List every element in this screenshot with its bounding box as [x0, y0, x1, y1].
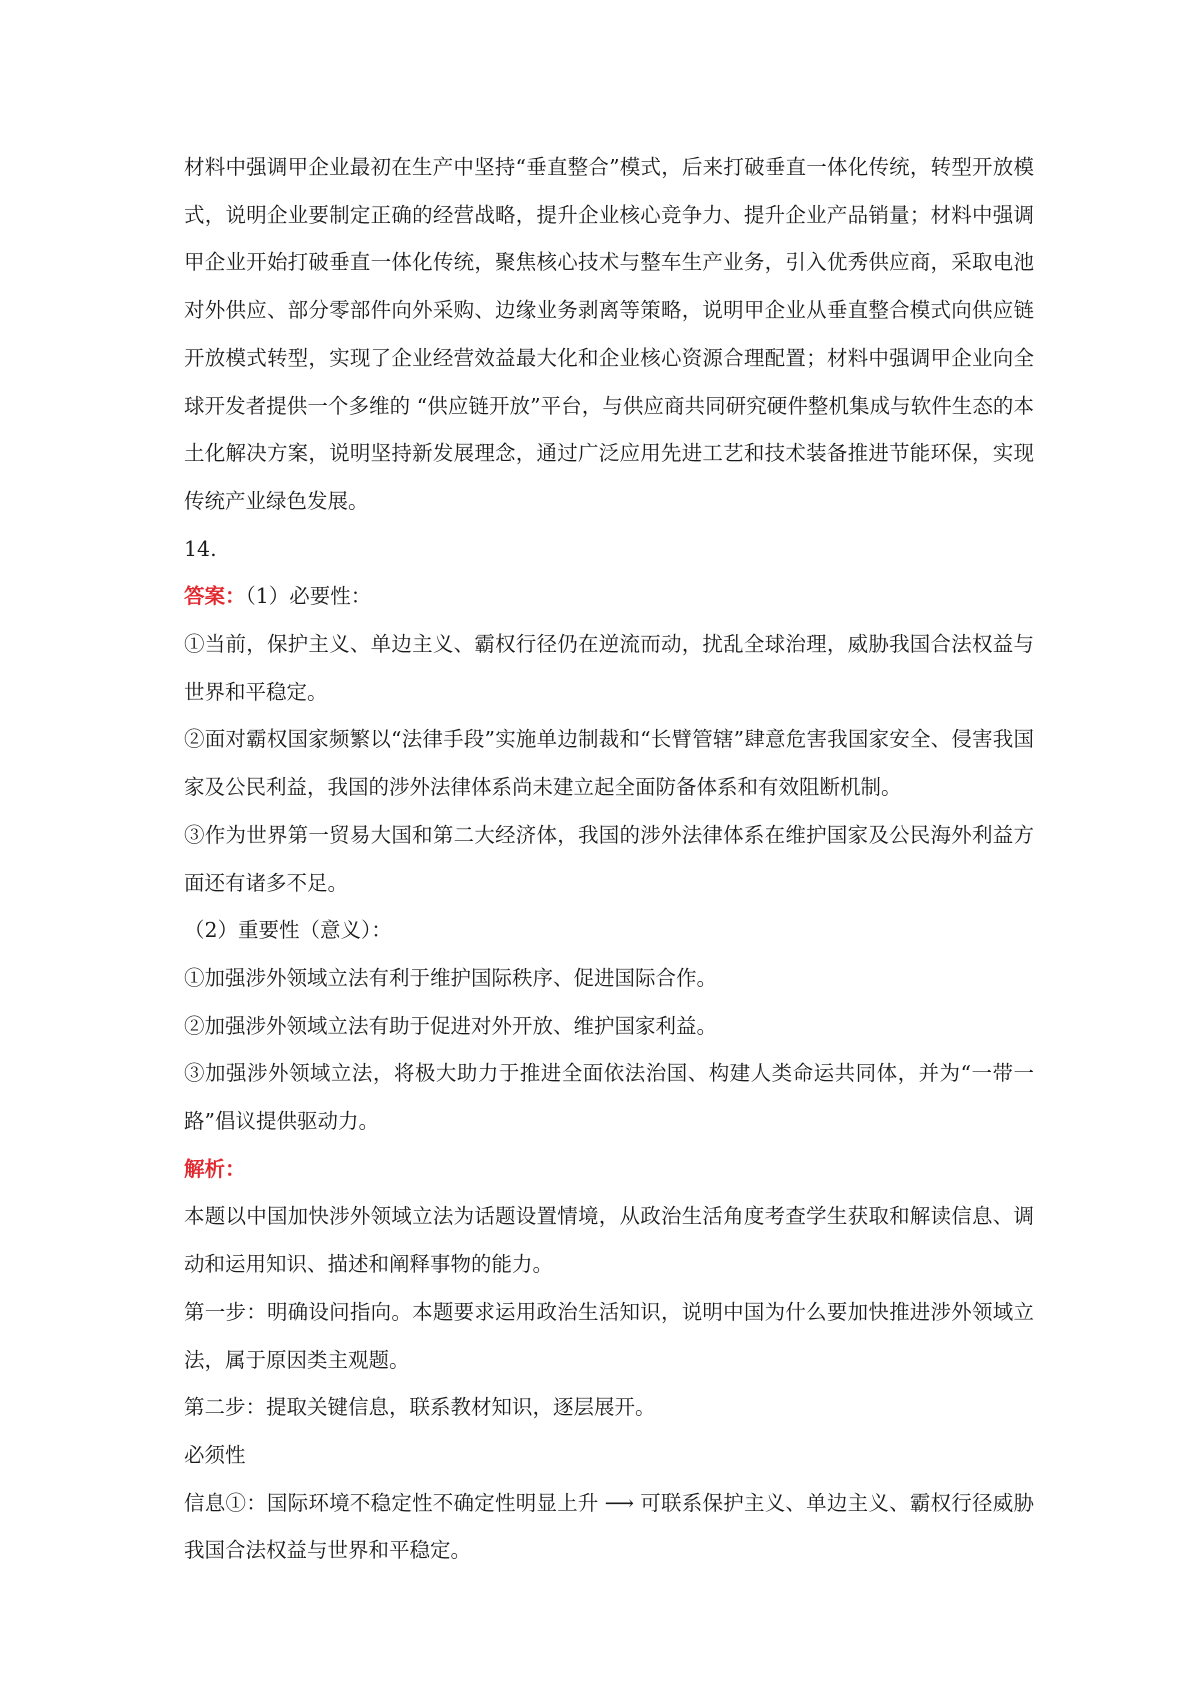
answer-heading — [184, 573, 1034, 621]
analysis-heading — [184, 1146, 1034, 1194]
question-number: 14. — [184, 536, 217, 561]
material-analysis-paragraph: 材料中强调甲企业最初在生产中坚持“垂直整合”模式，后来打破垂直一体化传统，转型开放模式，说明企业要制定正确的经营战略，提升企业核心竞争力、提升企业产品销量；材料中强调甲企业开始打破垂直一体化传统，聚焦核心技术与整车生产业务，引入优秀供应商，采取电池对外供应、部分零部件向外采购、边缘业务剥离等策略，说明甲企业从垂直整合模式向供应链开放模式转型，实现了企业经营效益最大化和企业核心资源合理配置；材料中强调甲企业向全球开发者提供一个多维的 “供应链开放”平台，与供应商共同研究硬件整机集成与软件生态的本土化解决方案，说明坚持新发展理念，通过广泛应用先进工艺和技术装备推进节能环保，实现传统产业绿色发展。 — [184, 155, 1034, 513]
importance-point-3: ③加强涉外领域立法，将极大助力于推进全面依法治国、构建人类命运共同体，并为“一带一路”倡议提供驱动力。 — [184, 1061, 1034, 1134]
right-arrow-icon: ⟶ — [604, 1490, 635, 1515]
importance-point-2: ②加强涉外领域立法有助于促进对外开放、维护国家利益。 — [184, 1013, 717, 1038]
analysis-paragraph-1: 本题以中国加快涉外领域立法为话题设置情境，从政治生活角度考查学生获取和解读信息、调动和运用知识、描述和阐释事物的能力。 — [184, 1204, 1034, 1277]
necessity-label: 必须性 — [184, 1442, 246, 1467]
document-page — [184, 144, 1034, 1575]
analysis-label: 解析： — [184, 1156, 246, 1181]
answer-label: 答案： — [184, 584, 246, 609]
answer-intro: （1）必要性： — [245, 584, 372, 609]
info-1-paragraph — [184, 1480, 1034, 1575]
importance-heading: （2）重要性（意义）： — [184, 918, 392, 943]
necessity-point-3: ③作为世界第一贸易大国和第二大经济体，我国的涉外法律体系在维护国家及公民海外利益方面还有诸多不足。 — [184, 822, 1034, 895]
info-1-detail: 可联系保护主义、单边主义、霸权行径威胁我国合法权益与世界和平稳定。 — [184, 1490, 1034, 1563]
analysis-step-1: 第一步：明确设问指向。本题要求运用政治生活知识，说明中国为什么要加快推进涉外领域立法，属于原因类主观题。 — [184, 1299, 1034, 1372]
necessity-point-2: ②面对霸权国家频繁以“法律手段”实施单边制裁和“长臂管辖”肆意危害我国家安全、侵害我国家及公民利益，我国的涉外法律体系尚未建立起全面防备体系和有效阻断机制。 — [184, 727, 1034, 800]
importance-point-1: ①加强涉外领域立法有利于维护国际秩序、促进国际合作。 — [184, 965, 717, 990]
necessity-point-1: ①当前，保护主义、单边主义、霸权行径仍在逆流而动，扰乱全球治理，威胁我国合法权益与世界和平稳定。 — [184, 632, 1034, 704]
info-1-prefix: 信息①：国际环境不稳定性不确定性明显上升 — [184, 1490, 599, 1515]
analysis-step-2: 第二步：提取关键信息，联系教材知识，逐层展开。 — [184, 1395, 656, 1420]
